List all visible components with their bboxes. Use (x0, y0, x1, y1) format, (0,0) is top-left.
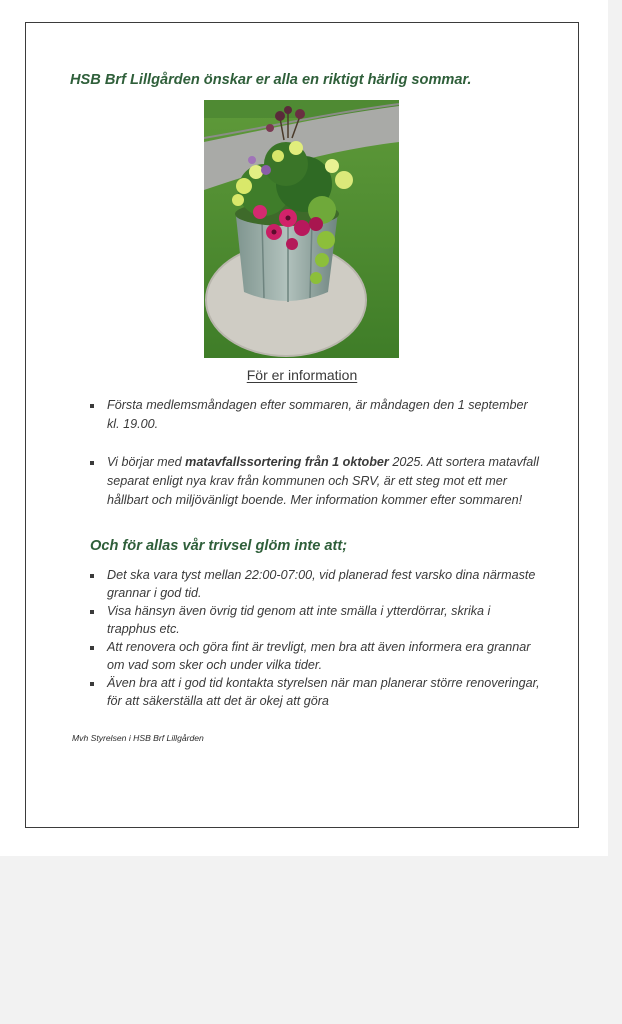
list-item: Vi börjar med matavfallssortering från 1 oktober 2025. Att sortera matavfall separat enligt nya krav från kommunen och SRV, är ett steg mot ett mer hållbart och miljövänligt boende. Mer information kommer efter sommaren! (90, 453, 540, 510)
rules-list (90, 566, 540, 710)
signature: Mvh Styrelsen i HSB Brf Lillgården (72, 733, 204, 743)
bullet-icon (90, 682, 94, 686)
list-item: Även bra att i god tid kontakta styrelsen när man planerar större renoveringar, för att säkerställa att det är okej att göra (90, 674, 540, 710)
section-heading-information: För er information (246, 367, 358, 383)
list-item: Första medlemsmåndagen efter sommaren, är måndagen den 1 september kl. 19.00. (90, 396, 540, 434)
list-item: Visa hänsyn även övrig tid genom att inte smälla i ytterdörrar, skrika i trapphus etc. (90, 602, 540, 638)
page-title: HSB Brf Lillgården önskar er alla en riktigt härlig sommar. (70, 72, 472, 88)
bullet-icon (90, 461, 94, 465)
bullet-icon (90, 610, 94, 614)
highlight-text: matavfallssortering från 1 oktober (185, 455, 389, 469)
bullet-icon (90, 404, 94, 408)
information-list (90, 396, 540, 510)
list-item: Det ska vara tyst mellan 22:00-07:00, vid planerad fest varsko dina närmaste grannar i god tid. (90, 566, 540, 602)
flower-pot-photo (204, 100, 399, 358)
rules-heading: Och för allas vår trivsel glöm inte att; (90, 538, 348, 554)
list-item: Att renovera och göra fint är trevligt, men bra att även informera era grannar om vad som sker och under vilka tider. (90, 638, 540, 674)
bullet-icon (90, 574, 94, 578)
bullet-icon (90, 646, 94, 650)
